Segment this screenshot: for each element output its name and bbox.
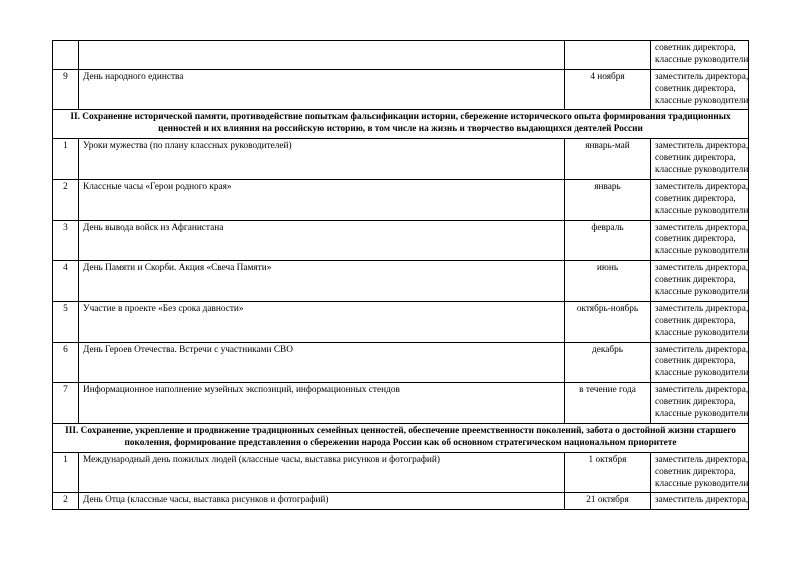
- responsible-line: классные руководители: [655, 95, 749, 106]
- row-event: Уроки мужества (по плану классных руководителей): [79, 139, 565, 180]
- responsible-line: классные руководители: [655, 478, 749, 489]
- row-number: 2: [53, 179, 79, 220]
- row-date: январь-май: [565, 139, 651, 180]
- responsible-line: заместитель директора,: [655, 71, 749, 82]
- responsible-line: заместитель директора,: [655, 344, 749, 355]
- table-row: [53, 383, 749, 424]
- row-date: 21 октября: [565, 493, 651, 510]
- responsible-line: заместитель директора,: [655, 303, 749, 314]
- responsible-line: заместитель директора,: [655, 181, 749, 192]
- table-row: [53, 493, 749, 510]
- row-date: октябрь-ноябрь: [565, 301, 651, 342]
- responsible-line: советник директора,: [655, 234, 736, 245]
- row-number: 3: [53, 220, 79, 261]
- responsible-line: классные руководители: [655, 368, 749, 379]
- row-responsible: [651, 179, 749, 220]
- row-event: [79, 41, 565, 70]
- row-date: в течение года: [565, 383, 651, 424]
- responsible-line: заместитель директора,: [655, 454, 749, 465]
- row-event: Информационное наполнение музейных экспозиций, информационных стендов: [79, 383, 565, 424]
- row-responsible: [651, 452, 749, 493]
- row-date: январь: [565, 179, 651, 220]
- row-responsible: [651, 301, 749, 342]
- responsible-line: классные руководители: [655, 409, 749, 420]
- responsible-line: советник директора,: [655, 153, 736, 164]
- table-row: [53, 261, 749, 302]
- row-event: День Памяти и Скорби. Акция «Свеча Памяти»: [79, 261, 565, 302]
- responsible-line: советник директора,: [655, 397, 736, 408]
- table-row: [53, 41, 749, 70]
- row-number: 9: [53, 69, 79, 110]
- section-heading: II. Сохранение исторической памяти, противодействие попыткам фальсификации истории, сбережение исторического опыта формирования традиционных ценностей и их влияния на российскую историю, в том числе на жизнь и творчество выдающихся деятелей России: [53, 110, 749, 139]
- row-number: 6: [53, 342, 79, 383]
- responsible-line: советник директора,: [655, 83, 736, 94]
- table-row: [53, 301, 749, 342]
- row-event: День вывода войск из Афганистана: [79, 220, 565, 261]
- row-date: 1 октября: [565, 452, 651, 493]
- row-number: 7: [53, 383, 79, 424]
- row-number: 2: [53, 493, 79, 510]
- row-event: Участие в проекте «Без срока давности»: [79, 301, 565, 342]
- row-number: 1: [53, 139, 79, 180]
- row-responsible: [651, 41, 749, 70]
- row-responsible: [651, 139, 749, 180]
- row-number: 1: [53, 452, 79, 493]
- section-row: [53, 423, 749, 452]
- row-event: День Отца (классные часы, выставка рисунков и фотографий): [79, 493, 565, 510]
- table-row: [53, 69, 749, 110]
- responsible-line: заместитель директора,: [655, 222, 749, 233]
- responsible-line: классные руководители: [655, 165, 749, 176]
- row-responsible: [651, 261, 749, 302]
- section-row: [53, 110, 749, 139]
- responsible-line: советник директора,: [655, 315, 736, 326]
- responsible-line: советник директора,: [655, 275, 736, 286]
- row-responsible: [651, 493, 749, 510]
- row-date: февраль: [565, 220, 651, 261]
- responsible-line: заместитель директора,: [655, 385, 749, 396]
- section-heading: III. Сохранение, укрепление и продвижение традиционных семейных ценностей, обеспечение преемственности поколений, забота о достойной жизни старшего поколения, формирование представления о сбережении народа России как об основном стратегическом национальном приоритете: [53, 423, 749, 452]
- table-row: [53, 342, 749, 383]
- table-row: [53, 139, 749, 180]
- row-event: Международный день пожилых людей (классные часы, выставка рисунков и фотографий): [79, 452, 565, 493]
- responsible-line: классные руководители: [655, 205, 749, 216]
- responsible-line: классные руководители: [655, 327, 749, 338]
- row-event: День народного единства: [79, 69, 565, 110]
- responsible-line: классные руководители: [655, 54, 749, 65]
- responsible-line: советник директора,: [655, 43, 736, 53]
- responsible-line: классные руководители: [655, 246, 749, 257]
- table-body: [53, 41, 749, 510]
- row-responsible: [651, 220, 749, 261]
- table-row: [53, 220, 749, 261]
- responsible-line: советник директора,: [655, 193, 736, 204]
- row-event: Классные часы «Герои родного края»: [79, 179, 565, 220]
- row-responsible: [651, 342, 749, 383]
- row-number: 4: [53, 261, 79, 302]
- responsible-line: заместитель директора,: [655, 495, 749, 506]
- plan-table: [52, 40, 749, 510]
- responsible-line: заместитель директора,: [655, 263, 749, 274]
- table-row: [53, 179, 749, 220]
- row-event: День Героев Отечества. Встречи с участниками СВО: [79, 342, 565, 383]
- row-responsible: [651, 383, 749, 424]
- row-date: июнь: [565, 261, 651, 302]
- row-date: декабрь: [565, 342, 651, 383]
- row-date: 4 ноября: [565, 69, 651, 110]
- row-responsible: [651, 69, 749, 110]
- row-number: [53, 41, 79, 70]
- responsible-line: заместитель директора,: [655, 141, 749, 152]
- table-row: [53, 452, 749, 493]
- row-date: [565, 41, 651, 70]
- responsible-line: классные руководители: [655, 287, 749, 298]
- row-number: 5: [53, 301, 79, 342]
- responsible-line: советник директора,: [655, 466, 736, 477]
- responsible-line: советник директора,: [655, 356, 736, 367]
